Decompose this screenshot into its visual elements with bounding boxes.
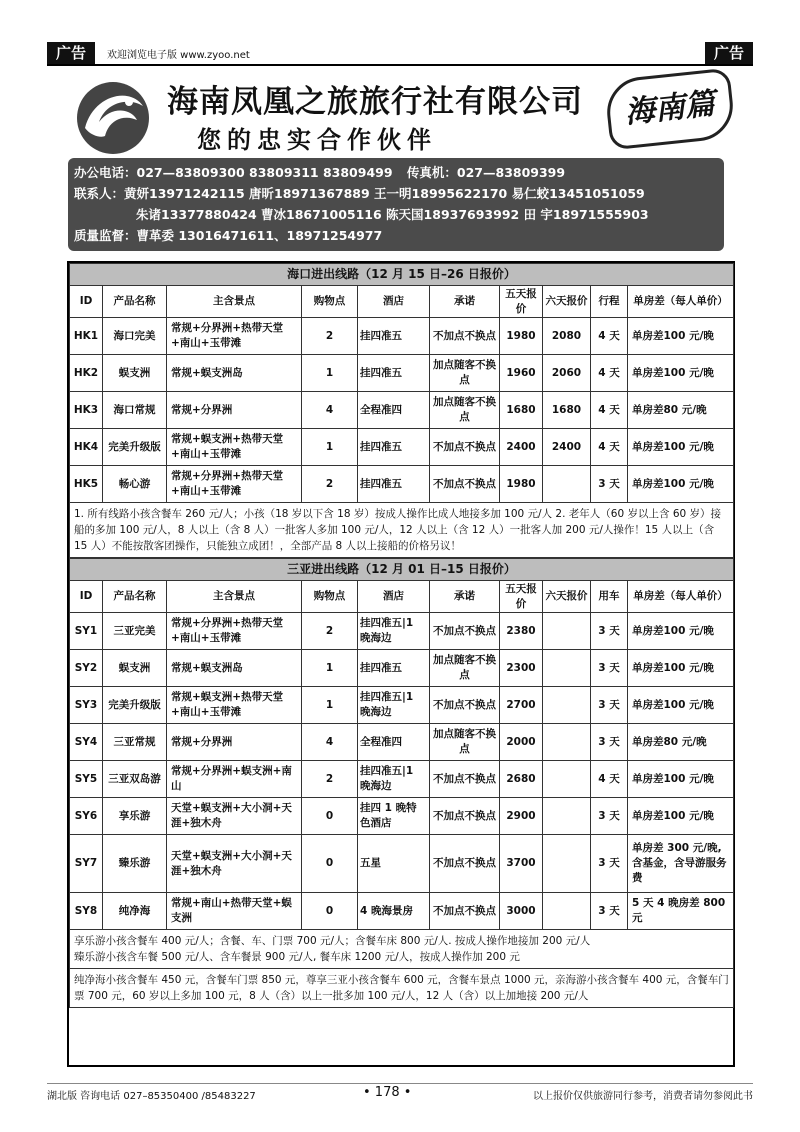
footer-left: 湖北版 咨询电话 027–85350400 /85483227 [47, 1091, 256, 1102]
cell-days: 4 天 [591, 355, 628, 392]
sanya-note-1: 享乐游小孩含餐车 400 元/人；含餐、车、门票 700 元/人；含餐车床 800 元/人. 按成人操作地接加 200 元/人 臻乐游小孩含车餐 500 元/人、含车餐景 900 元/人, 餐车床 1200 元/人，按成人操作加 200 元 [70, 930, 734, 969]
table-row [70, 798, 734, 835]
cell-name: 三亚完美 [103, 613, 167, 650]
cell-p6 [543, 687, 591, 724]
cell-shop: 1 [302, 355, 358, 392]
sanya-table [69, 558, 734, 1008]
cell-p5: 1680 [500, 392, 543, 429]
contact-people-1: 联系人：黄妍13971242115 唐昕18971367889 王一明18995622170 易仁蛟13451051059 [74, 186, 645, 201]
cell-id: SY6 [70, 798, 103, 835]
cell-p5: 2700 [500, 687, 543, 724]
cell-hotel: 挂四准五 [358, 318, 430, 355]
cell-hotel: 挂四准五 [358, 466, 430, 503]
sanya-note-2: 纯净海小孩含餐车 450 元，含餐车门票 850 元，尊享三亚小孩含餐车 600 元，含餐车景点 1000 元，亲海游小孩含餐车 400 元，含餐车门票 700 元，60 岁以上多加 100 元，8 人（含）以上一批多加 100 元/人，12 人（含）以上加地接 200 元/人 [70, 969, 734, 1008]
cell-promise: 不加点不换点 [430, 835, 500, 893]
cell-days: 3 天 [591, 650, 628, 687]
cell-shop: 1 [302, 650, 358, 687]
cell-hotel: 挂四准五|1 晚海边 [358, 687, 430, 724]
cell-days: 3 天 [591, 893, 628, 930]
haikou-note: 1. 所有线路小孩含餐车 260 元/人；小孩（18 岁以下含 18 岁）按成人操作比成人地接多加 100 元/人 2. 老年人（60 岁以上含 60 岁）接船的多加 100 元/人，8 人以上（含 8 人）一批客人多加 100 元/人，12 人以上（含 12 人）一批客人加 200 元/人操作！15 人以上（含 15 人）不能按散客团操作，只能独立成团！，全部产品 8 人以上接船的价格另议！ [70, 503, 734, 558]
ad-tag-left: 广告 [47, 42, 95, 64]
cell-days: 3 天 [591, 798, 628, 835]
cell-shop: 1 [302, 429, 358, 466]
col-header: 五天报价 [500, 581, 543, 613]
cell-p5: 2680 [500, 761, 543, 798]
page-footer [47, 1083, 753, 1101]
company-name: 海南凤凰之旅旅行社有限公司 [167, 84, 583, 120]
cell-name: 海口完美 [103, 318, 167, 355]
cell-name: 享乐游 [103, 798, 167, 835]
cell-promise: 不加点不换点 [430, 318, 500, 355]
col-header: 六天报价 [543, 581, 591, 613]
price-tables [67, 261, 735, 1067]
cell-p5: 3700 [500, 835, 543, 893]
cell-name: 畅心游 [103, 466, 167, 503]
cell-id: SY4 [70, 724, 103, 761]
cell-diff: 单房差100 元/晚 [628, 798, 734, 835]
cell-name: 臻乐游 [103, 835, 167, 893]
cell-shop: 4 [302, 724, 358, 761]
col-header: 承诺 [430, 286, 500, 318]
col-header: 酒店 [358, 286, 430, 318]
cell-p6 [543, 466, 591, 503]
cell-hotel: 4 晚海景房 [358, 893, 430, 930]
cell-diff: 单房差 300 元/晚, 含基金，含导游服务费 [628, 835, 734, 893]
cell-name: 三亚常规 [103, 724, 167, 761]
cell-shop: 2 [302, 613, 358, 650]
cell-promise: 不加点不换点 [430, 429, 500, 466]
contact-people-2: 朱诸13377880424 曹冰18671005116 陈天国18937693992 田 宇18971555903 [136, 207, 649, 222]
cell-name: 三亚双岛游 [103, 761, 167, 798]
col-header: 主含景点 [167, 581, 302, 613]
cell-days: 3 天 [591, 466, 628, 503]
cell-hotel: 五星 [358, 835, 430, 893]
cell-days: 3 天 [591, 613, 628, 650]
cell-days: 4 天 [591, 761, 628, 798]
col-header: 产品名称 [103, 581, 167, 613]
haikou-table [69, 263, 734, 558]
col-header: 主含景点 [167, 286, 302, 318]
quality-supervision: 质量监督：曹革委 13016471611、18971254977 [74, 228, 383, 243]
cell-hotel: 挂四 1 晚特色酒店 [358, 798, 430, 835]
cell-spots: 常规+分界洲+热带天堂+南山+玉带滩 [167, 318, 302, 355]
cell-p6 [543, 724, 591, 761]
cell-p6: 2060 [543, 355, 591, 392]
cell-p5: 1980 [500, 466, 543, 503]
cell-spots: 常规+蜈支洲+热带天堂+南山+玉带滩 [167, 429, 302, 466]
site-url[interactable]: 欢迎浏览电子版 www.zyoo.net [107, 50, 250, 61]
cell-promise: 不加点不换点 [430, 613, 500, 650]
cell-promise: 加点随客不换点 [430, 355, 500, 392]
col-header: 用车 [591, 581, 628, 613]
cell-p6 [543, 761, 591, 798]
cell-p5: 2380 [500, 613, 543, 650]
table-row [70, 724, 734, 761]
col-header: ID [70, 286, 103, 318]
col-header: 承诺 [430, 581, 500, 613]
cell-promise: 不加点不换点 [430, 466, 500, 503]
cell-id: SY2 [70, 650, 103, 687]
cell-diff: 单房差100 元/晚 [628, 318, 734, 355]
cell-p5: 2400 [500, 429, 543, 466]
cell-id: HK2 [70, 355, 103, 392]
cell-hotel: 全程准四 [358, 392, 430, 429]
cell-diff: 单房差100 元/晚 [628, 761, 734, 798]
office-phone: 办公电话：027—83809300 83809311 83809499 [74, 165, 393, 180]
col-header: 购物点 [302, 581, 358, 613]
cell-name: 蜈支洲 [103, 355, 167, 392]
cell-p6 [543, 613, 591, 650]
cell-diff: 单房差100 元/晚 [628, 687, 734, 724]
cell-spots: 常规+蜈支洲+热带天堂+南山+玉带滩 [167, 687, 302, 724]
cell-id: SY1 [70, 613, 103, 650]
cell-p6: 2080 [543, 318, 591, 355]
cell-diff: 单房差80 元/晚 [628, 392, 734, 429]
phoenix-logo-icon [71, 76, 155, 156]
table-row [70, 835, 734, 893]
cell-days: 4 天 [591, 392, 628, 429]
table-row [70, 650, 734, 687]
cell-shop: 2 [302, 318, 358, 355]
cell-spots: 常规+分界洲 [167, 392, 302, 429]
cell-spots: 常规+蜈支洲岛 [167, 650, 302, 687]
cell-shop: 0 [302, 798, 358, 835]
table-row [70, 392, 734, 429]
col-header: ID [70, 581, 103, 613]
col-header: 行程 [591, 286, 628, 318]
table-row [70, 761, 734, 798]
contact-box [68, 158, 724, 251]
cell-p6 [543, 650, 591, 687]
cell-id: SY7 [70, 835, 103, 893]
haikou-title: 海口进出线路（12 月 15 日–26 日报价） [70, 264, 734, 286]
cell-p5: 2900 [500, 798, 543, 835]
col-header: 六天报价 [543, 286, 591, 318]
cell-spots: 常规+南山+热带天堂+蜈支洲 [167, 893, 302, 930]
cell-diff: 5 天 4 晚房差 800 元 [628, 893, 734, 930]
cell-p5: 2000 [500, 724, 543, 761]
company-slogan: 您的忠实合作伙伴 [197, 125, 437, 154]
cell-diff: 单房差100 元/晚 [628, 355, 734, 392]
cell-days: 4 天 [591, 318, 628, 355]
cell-diff: 单房差100 元/晚 [628, 613, 734, 650]
cell-promise: 不加点不换点 [430, 798, 500, 835]
cell-p6: 1680 [543, 392, 591, 429]
cell-name: 完美升级版 [103, 429, 167, 466]
cell-shop: 2 [302, 761, 358, 798]
cell-p6 [543, 798, 591, 835]
cell-days: 4 天 [591, 429, 628, 466]
sanya-title: 三亚进出线路（12 月 01 日–15 日报价） [70, 559, 734, 581]
cell-promise: 不加点不换点 [430, 761, 500, 798]
cell-days: 3 天 [591, 724, 628, 761]
cell-promise: 加点随客不换点 [430, 724, 500, 761]
cell-p5: 2300 [500, 650, 543, 687]
cell-hotel: 挂四准五 [358, 429, 430, 466]
cell-diff: 单房差80 元/晚 [628, 724, 734, 761]
cell-id: HK1 [70, 318, 103, 355]
cell-id: SY3 [70, 687, 103, 724]
col-header: 产品名称 [103, 286, 167, 318]
fax-number: 传真机：027—83809399 [406, 165, 566, 180]
cell-days: 3 天 [591, 687, 628, 724]
cell-shop: 0 [302, 835, 358, 893]
ad-tag-right: 广告 [705, 42, 753, 64]
cell-diff: 单房差100 元/晚 [628, 429, 734, 466]
page-number: • 178 • [363, 1085, 412, 1100]
cell-hotel: 挂四准五 [358, 355, 430, 392]
cell-spots: 常规+分界洲 [167, 724, 302, 761]
cell-p6 [543, 893, 591, 930]
cell-p5: 3000 [500, 893, 543, 930]
col-header: 购物点 [302, 286, 358, 318]
cell-id: SY8 [70, 893, 103, 930]
table-row [70, 429, 734, 466]
top-bar [47, 42, 753, 66]
cell-promise: 加点随客不换点 [430, 392, 500, 429]
cell-days: 3 天 [591, 835, 628, 893]
cell-spots: 常规+分界洲+蜈支洲+南山 [167, 761, 302, 798]
cell-id: HK4 [70, 429, 103, 466]
cell-name: 蜈支洲 [103, 650, 167, 687]
company-header [67, 70, 733, 158]
col-header: 单房差（每人单价） [628, 286, 734, 318]
table-row [70, 893, 734, 930]
cell-p6: 2400 [543, 429, 591, 466]
cell-p5: 1980 [500, 318, 543, 355]
cell-spots: 天堂+蜈支洲+大小洞+天涯+独木舟 [167, 835, 302, 893]
cell-p5: 1960 [500, 355, 543, 392]
cell-id: HK3 [70, 392, 103, 429]
cell-hotel: 全程准四 [358, 724, 430, 761]
cell-hotel: 挂四准五 [358, 650, 430, 687]
cell-spots: 常规+蜈支洲岛 [167, 355, 302, 392]
cell-p6 [543, 835, 591, 893]
cell-id: SY5 [70, 761, 103, 798]
hainan-badge: 海南篇 [604, 68, 737, 151]
table-row [70, 355, 734, 392]
cell-hotel: 挂四准五|1 晚海边 [358, 761, 430, 798]
cell-diff: 单房差100 元/晚 [628, 650, 734, 687]
cell-shop: 0 [302, 893, 358, 930]
cell-promise: 不加点不换点 [430, 687, 500, 724]
cell-spots: 常规+分界洲+热带天堂+南山+玉带滩 [167, 466, 302, 503]
cell-name: 纯净海 [103, 893, 167, 930]
cell-id: HK5 [70, 466, 103, 503]
table-row [70, 613, 734, 650]
col-header: 酒店 [358, 581, 430, 613]
table-row [70, 466, 734, 503]
cell-diff: 单房差100 元/晚 [628, 466, 734, 503]
cell-promise: 加点随客不换点 [430, 650, 500, 687]
footer-right: 以上报价仅供旅游同行参考，消费者请勿参阅此书 [533, 1091, 753, 1102]
cell-shop: 1 [302, 687, 358, 724]
table-row [70, 687, 734, 724]
table-row [70, 318, 734, 355]
cell-shop: 2 [302, 466, 358, 503]
col-header: 五天报价 [500, 286, 543, 318]
cell-shop: 4 [302, 392, 358, 429]
cell-spots: 天堂+蜈支洲+大小洞+天涯+独木舟 [167, 798, 302, 835]
cell-name: 完美升级版 [103, 687, 167, 724]
cell-name: 海口常规 [103, 392, 167, 429]
col-header: 单房差（每人单价） [628, 581, 734, 613]
cell-hotel: 挂四准五|1 晚海边 [358, 613, 430, 650]
cell-promise: 不加点不换点 [430, 893, 500, 930]
cell-spots: 常规+分界洲+热带天堂+南山+玉带滩 [167, 613, 302, 650]
